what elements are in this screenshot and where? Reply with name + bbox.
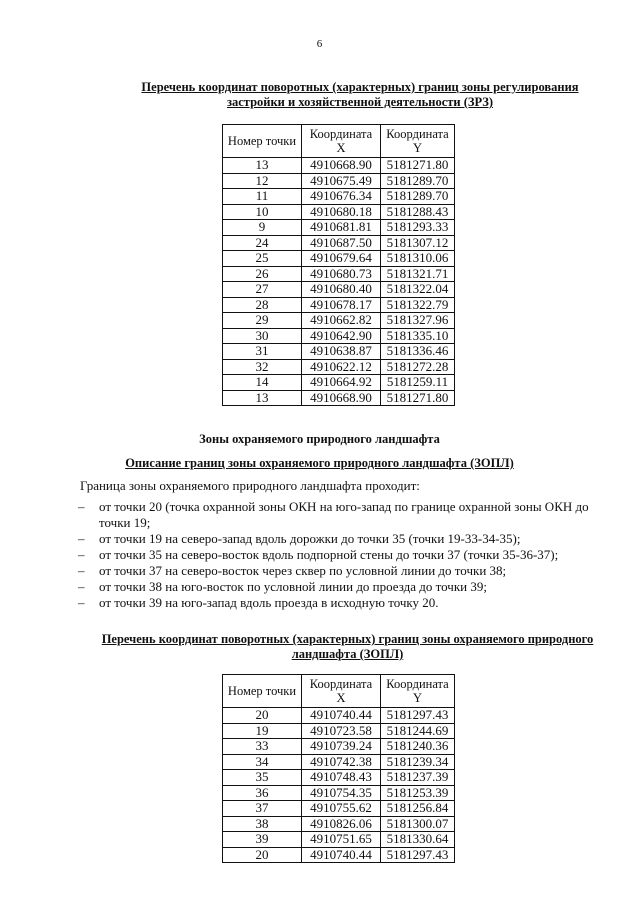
coordinate-y-cell: 5181272.28	[381, 359, 455, 375]
point-number-cell: 28	[223, 297, 302, 313]
coordinate-x-cell: 4910622.12	[302, 359, 381, 375]
zrz-coordinates-table	[222, 124, 455, 406]
zone-subtitle: Описание границ зоны охраняемого природного ландшафта (ЗОПЛ)	[125, 456, 514, 470]
coordinate-x-cell: 4910668.90	[302, 390, 381, 406]
table-row	[223, 173, 455, 189]
header-coordinate-y	[381, 675, 455, 708]
point-number-cell: 25	[223, 251, 302, 267]
table-row	[223, 266, 455, 282]
zrz-heading-line1: Перечень координат поворотных (характерных) границ зоны регулирования	[141, 80, 579, 94]
header-x-axis: X	[336, 691, 346, 705]
coordinate-x-cell: 4910676.34	[302, 189, 381, 205]
coordinate-x-cell: 4910754.35	[302, 785, 381, 801]
table-row	[223, 816, 455, 832]
point-number-cell: 20	[223, 708, 302, 724]
table-row	[223, 313, 455, 329]
list-item	[78, 595, 603, 611]
coordinate-y-cell: 5181327.96	[381, 313, 455, 329]
table-row	[223, 344, 455, 360]
table-row	[223, 739, 455, 755]
header-y-label: Координата	[386, 127, 449, 141]
header-point-number: Номер точки	[223, 125, 302, 158]
list-dash: –	[78, 563, 85, 578]
list-item	[78, 579, 603, 595]
coordinate-y-cell: 5181310.06	[381, 251, 455, 267]
zopl-heading-line2: ландшафта (ЗОПЛ)	[291, 647, 404, 661]
coordinate-y-cell: 5181237.39	[381, 770, 455, 786]
list-item	[78, 547, 603, 563]
point-number-cell: 26	[223, 266, 302, 282]
list-dash: –	[78, 531, 85, 546]
table-row	[223, 801, 455, 817]
coordinate-y-cell: 5181289.70	[381, 189, 455, 205]
point-number-cell: 13	[223, 390, 302, 406]
table-row	[223, 251, 455, 267]
coordinate-x-cell: 4910679.64	[302, 251, 381, 267]
coordinate-x-cell: 4910662.82	[302, 313, 381, 329]
table-row	[223, 723, 455, 739]
table-row	[223, 785, 455, 801]
coordinate-y-cell: 5181293.33	[381, 220, 455, 236]
coordinate-y-cell: 5181239.34	[381, 754, 455, 770]
table-row	[223, 708, 455, 724]
header-x-axis: X	[336, 141, 346, 155]
coordinate-y-cell: 5181271.80	[381, 390, 455, 406]
coordinate-y-cell: 5181253.39	[381, 785, 455, 801]
header-coordinate-x	[302, 125, 381, 158]
table-row	[223, 847, 455, 863]
point-number-cell: 37	[223, 801, 302, 817]
coordinate-y-cell: 5181297.43	[381, 708, 455, 724]
header-y-axis: Y	[412, 691, 423, 705]
point-number-cell: 39	[223, 832, 302, 848]
point-number-cell: 13	[223, 158, 302, 174]
point-number-cell: 34	[223, 754, 302, 770]
coordinate-x-cell: 4910680.40	[302, 282, 381, 298]
table-row	[223, 204, 455, 220]
table-row	[223, 754, 455, 770]
coordinate-y-cell: 5181321.71	[381, 266, 455, 282]
list-dash: –	[78, 499, 85, 514]
list-item-text: от точки 20 (точка охранной зоны ОКН на юго-запад по границе охранной зоны ОКН до точки 19;	[99, 499, 589, 530]
coordinate-y-cell: 5181322.04	[381, 282, 455, 298]
list-item	[78, 531, 603, 547]
table-row	[223, 220, 455, 236]
point-number-cell: 35	[223, 770, 302, 786]
coordinate-y-cell: 5181256.84	[381, 801, 455, 817]
list-item	[78, 563, 603, 579]
coordinate-x-cell: 4910742.38	[302, 754, 381, 770]
zone-intro-text: Граница зоны охраняемого природного ландшафта проходит:	[80, 478, 420, 493]
coordinate-y-cell: 5181288.43	[381, 204, 455, 220]
table-row	[223, 189, 455, 205]
list-item-text: от точки 35 на северо-восток вдоль подпорной стены до точки 37 (точки 35-36-37);	[99, 547, 559, 562]
list-dash: –	[78, 547, 85, 562]
point-number-cell: 27	[223, 282, 302, 298]
coordinate-y-cell: 5181330.64	[381, 832, 455, 848]
table-row	[223, 235, 455, 251]
coordinate-x-cell: 4910755.62	[302, 801, 381, 817]
page-number: 6	[316, 38, 323, 50]
coordinate-x-cell: 4910668.90	[302, 158, 381, 174]
header-x-label: Координата	[309, 127, 373, 141]
coordinate-y-cell: 5181289.70	[381, 173, 455, 189]
list-item-text: от точки 19 на северо-запад вдоль дорожки до точки 35 (точки 19-33-34-35);	[99, 531, 521, 546]
coordinate-x-cell: 4910723.58	[302, 723, 381, 739]
header-point-number: Номер точки	[223, 675, 302, 708]
coordinate-y-cell: 5181297.43	[381, 847, 455, 863]
point-number-cell: 29	[223, 313, 302, 329]
table-row	[223, 832, 455, 848]
list-item	[78, 499, 603, 531]
coordinate-x-cell: 4910748.43	[302, 770, 381, 786]
point-number-cell: 30	[223, 328, 302, 344]
point-number-cell: 11	[223, 189, 302, 205]
point-number-cell: 20	[223, 847, 302, 863]
point-number-cell: 32	[223, 359, 302, 375]
coordinate-x-cell: 4910687.50	[302, 235, 381, 251]
table-row	[223, 282, 455, 298]
coordinate-x-cell: 4910680.73	[302, 266, 381, 282]
header-y-label: Координата	[386, 677, 449, 691]
point-number-cell: 14	[223, 375, 302, 391]
coordinate-y-cell: 5181307.12	[381, 235, 455, 251]
coordinate-y-cell: 5181259.11	[381, 375, 455, 391]
zopl-coordinates-table	[222, 674, 455, 863]
list-dash: –	[78, 579, 85, 594]
header-y-axis: Y	[412, 141, 423, 155]
coordinate-x-cell: 4910680.18	[302, 204, 381, 220]
list-dash: –	[78, 595, 85, 610]
point-number-cell: 33	[223, 739, 302, 755]
coordinate-y-cell: 5181244.69	[381, 723, 455, 739]
coordinate-x-cell: 4910826.06	[302, 816, 381, 832]
coordinate-y-cell: 5181336.46	[381, 344, 455, 360]
coordinate-x-cell: 4910664.92	[302, 375, 381, 391]
table-row	[223, 158, 455, 174]
point-number-cell: 36	[223, 785, 302, 801]
header-coordinate-y	[381, 125, 455, 158]
point-number-cell: 12	[223, 173, 302, 189]
boundary-route-list	[78, 499, 603, 611]
header-x-label: Координата	[309, 677, 373, 691]
point-number-cell: 10	[223, 204, 302, 220]
point-number-cell: 9	[223, 220, 302, 236]
list-item-text: от точки 38 на юго-восток по условной линии до проезда до точки 39;	[99, 579, 487, 594]
point-number-cell: 19	[223, 723, 302, 739]
list-item-text: от точки 37 на северо-восток через сквер по условной линии до точки 38;	[99, 563, 507, 578]
point-number-cell: 24	[223, 235, 302, 251]
coordinate-y-cell: 5181300.07	[381, 816, 455, 832]
point-number-cell: 31	[223, 344, 302, 360]
table-header-row	[223, 125, 455, 158]
zone-title: Зоны охраняемого природного ландшафта	[199, 432, 440, 446]
coordinate-y-cell: 5181335.10	[381, 328, 455, 344]
table-header-row	[223, 675, 455, 708]
header-coordinate-x	[302, 675, 381, 708]
table-row	[223, 770, 455, 786]
coordinate-x-cell: 4910642.90	[302, 328, 381, 344]
table-row	[223, 390, 455, 406]
coordinate-y-cell: 5181271.80	[381, 158, 455, 174]
table-row	[223, 328, 455, 344]
table-row	[223, 359, 455, 375]
coordinate-x-cell: 4910740.44	[302, 847, 381, 863]
zrz-coordinates-heading	[120, 80, 600, 110]
coordinate-x-cell: 4910681.81	[302, 220, 381, 236]
table-row	[223, 375, 455, 391]
coordinate-y-cell: 5181240.36	[381, 739, 455, 755]
coordinate-x-cell: 4910751.65	[302, 832, 381, 848]
coordinate-x-cell: 4910678.17	[302, 297, 381, 313]
zopl-heading-line1: Перечень координат поворотных (характерных) границ зоны охраняемого природного	[101, 632, 594, 646]
coordinate-x-cell: 4910638.87	[302, 344, 381, 360]
coordinate-x-cell: 4910675.49	[302, 173, 381, 189]
zopl-coordinates-heading	[95, 632, 600, 662]
coordinate-x-cell: 4910740.44	[302, 708, 381, 724]
coordinate-y-cell: 5181322.79	[381, 297, 455, 313]
table-row	[223, 297, 455, 313]
list-item-text: от точки 39 на юго-запад вдоль проезда в исходную точку 20.	[99, 595, 439, 610]
point-number-cell: 38	[223, 816, 302, 832]
zrz-heading-line2: застройки и хозяйственной деятельности (ЗРЗ)	[226, 95, 494, 109]
coordinate-x-cell: 4910739.24	[302, 739, 381, 755]
